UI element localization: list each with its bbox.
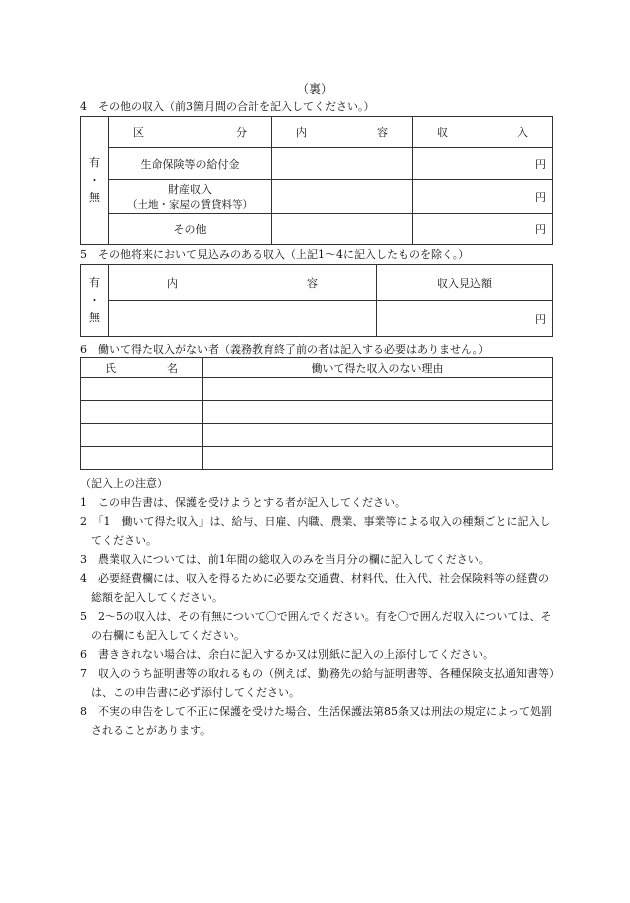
name-field[interactable] [81, 378, 203, 401]
note-item: 5 2～5の収入は、その有無について〇で囲んでください。有を〇で囲んだ収入については、その右欄にも記入してください。 [80, 610, 552, 642]
col-header-content: 内 容 [272, 117, 413, 148]
note-item: 3 農業収入については、前1年間の総収入のみを当月分の欄に記入してください。 [80, 553, 490, 566]
note-item: 7 収入のうち証明書等の取れるもの（例えば、勤務先の給与証明書等、各種保険支払通知書等）は、この申告書に必ず添付してください。 [80, 667, 555, 699]
insurance-content-field[interactable] [272, 148, 413, 180]
notes-section [80, 474, 555, 740]
section-4-title: 4 その他の収入（前3箇月間の合計を記入してください。） [80, 100, 375, 113]
future-income-table [80, 264, 553, 337]
reason-field[interactable] [203, 378, 553, 401]
other-amount-field[interactable]: 円 [413, 214, 553, 245]
property-amount-field[interactable]: 円 [413, 180, 553, 214]
col-header-income: 収 入 [413, 117, 553, 148]
col-header-name: 氏 名 [81, 358, 203, 378]
no-work-income-table [80, 357, 553, 470]
page-side-label: （裏） [296, 82, 333, 96]
presence-mark-cell[interactable]: 有 ・ 無 [81, 117, 109, 245]
row-label-property-income: 財産収入 （土地・家屋の賃貸料等） [109, 180, 272, 214]
name-field[interactable] [81, 401, 203, 424]
reason-field[interactable] [203, 401, 553, 424]
other-income-table [80, 116, 553, 245]
section-5-title: 5 その他将来において見込みのある収入（上記1～4に記入したものを除く。） [80, 248, 470, 261]
col-header-category: 区 分 [109, 117, 272, 148]
note-item: 4 必要経費欄には、収入を得るために必要な交通費、材料代、仕入代、社会保険料等の経費の総額を記入してください。 [80, 572, 549, 604]
presence-mark-cell-5[interactable]: 有 ・ 無 [81, 265, 109, 337]
col-header-expected-amount: 収入見込額 [377, 265, 553, 301]
name-field[interactable] [81, 424, 203, 447]
property-content-field[interactable] [272, 180, 413, 214]
insurance-amount-field[interactable]: 円 [413, 148, 553, 180]
expected-amount-field[interactable]: 円 [377, 301, 553, 337]
note-item: 8 不実の申告をして不正に保護を受けた場合、生活保護法第85条又は刑法の規定によって処罰されることがあります。 [80, 705, 552, 737]
note-item: 6 書ききれない場合は、余白に記入するか又は別紙に記入の上添付してください。 [80, 648, 494, 661]
row-label-other: その他 [109, 214, 272, 245]
name-field[interactable] [81, 447, 203, 470]
col-header-content-5: 内 容 [109, 265, 377, 301]
note-item: 1 この申告書は、保護を受けようとする者が記入してください。 [80, 496, 406, 509]
notes-title: （記入上の注意） [80, 477, 168, 490]
row-label-insurance: 生命保険等の給付金 [109, 148, 272, 180]
section-6-title: 6 働いて得た収入がない者（義務教育終了前の者は記入する必要はありません。） [80, 343, 490, 356]
note-item: 2 「1 働いて得た収入」は、給与、日雇、内職、農業、事業等による収入の種類ごとに記入してください。 [80, 515, 551, 547]
col-header-reason: 働いて得た収入のない理由 [203, 358, 553, 378]
reason-field[interactable] [203, 424, 553, 447]
reason-field[interactable] [203, 447, 553, 470]
future-content-field[interactable] [109, 301, 377, 337]
other-content-field[interactable] [272, 214, 413, 245]
